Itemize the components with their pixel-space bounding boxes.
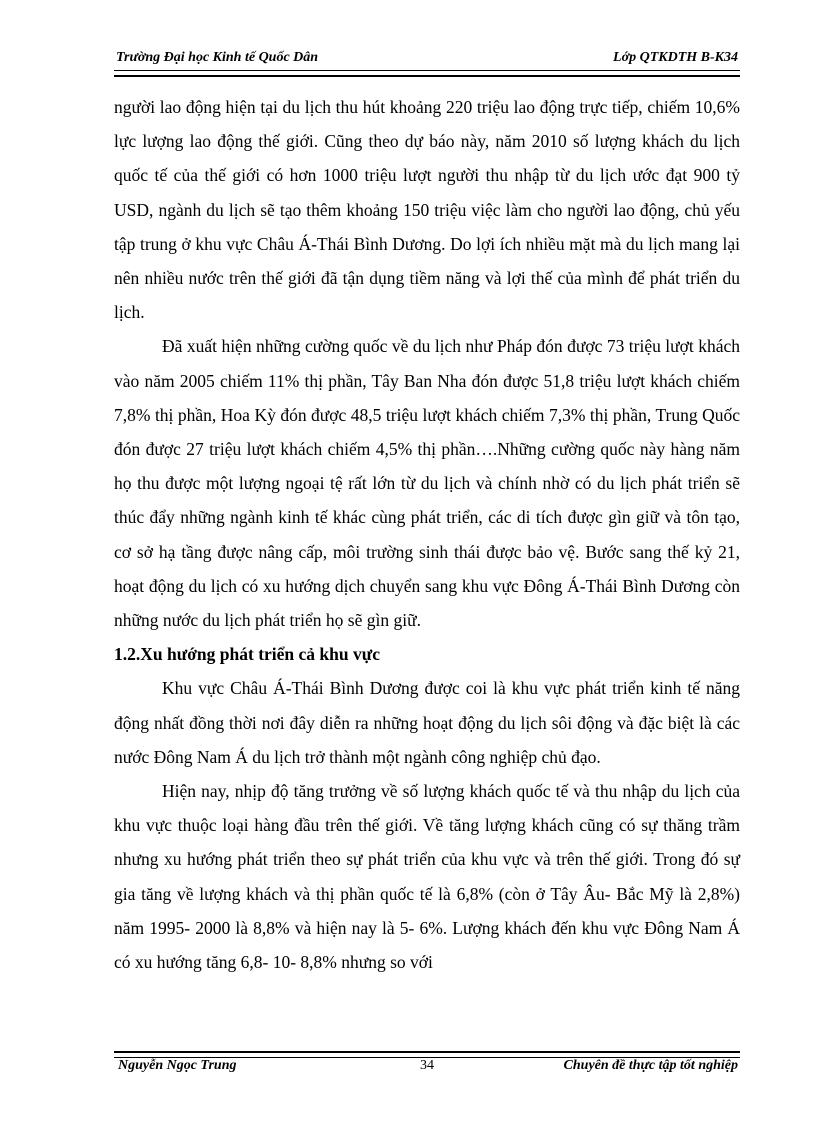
page-number: 34	[420, 1058, 434, 1073]
paragraph-tourism-powers: Đã xuất hiện những cường quốc về du lịch như Pháp đón được 73 triệu lượt khách vào năm 2005 chiếm 11% thị phần, Tây Ban Nha đón được 51,8 triệu lượt khách chiếm 7,8% thị phần, Hoa Kỳ đón được 48,5 triệu lượt khách chiếm 7,3% thị phần, Trung Quốc đón được 27 triệu lượt khách chiếm 4,5% thị phần….Những cường quốc này hàng năm họ thu được một lượng ngoại tệ rất lớn từ du lịch và chính nhờ có du lịch phát triển sẽ thúc đẩy những ngành kinh tế khác cùng phát triển, các di tích được gìn giữ và tôn tạo, cơ sở hạ tầng được nâng cấp, môi trường sinh thái được bảo vệ. Bước sang thế kỷ 21, hoạt động du lịch có xu hướng dịch chuyển sang khu vực Đông Á-Thái Bình Dương còn những nước du lịch phát triển họ sẽ gìn giữ.	[114, 336, 740, 631]
page-footer	[114, 1058, 740, 1078]
paragraph-continued: người lao động hiện tại du lịch thu hút khoảng 220 triệu lao động trực tiếp, chiếm 10,6% lực lượng lao động thế giới. Cũng theo dự báo này, năm 2010 số lượng khách du lịch quốc tế của thế giới có hơn 1000 triệu lượt người thu nhập từ du lịch ước đạt 900 tỷ USD, ngành du lịch sẽ tạo thêm khoảng 150 triệu việc làm cho người lao động, chủ yếu tập trung ở khu vực Châu Á-Thái Bình Dương. Do lợi ích nhiều mặt mà du lịch mang lại nên nhiều nước trên thế giới đã tận dụng tiềm năng và lợi thế của mình để phát triển du lịch.	[114, 97, 740, 323]
header-divider	[114, 70, 740, 77]
footer-divider	[114, 1051, 740, 1058]
section-heading: 1.2.Xu hướng phát triển cả khu vực	[114, 644, 381, 665]
footer-report-title: Chuyên đề thực tập tốt nghiệp	[563, 1058, 738, 1073]
page-body	[114, 90, 740, 979]
paragraph-asia-pacific: Khu vực Châu Á-Thái Bình Dương được coi là khu vực phát triển kinh tế năng động nhất đồng thời nơi đây diễn ra những hoạt động du lịch sôi động và đặc biệt là các nước Đông Nam Á du lịch trở thành một ngành công nghiệp chủ đạo.	[114, 678, 740, 767]
page-header	[114, 50, 740, 70]
paragraph-growth-rate: Hiện nay, nhịp độ tăng trưởng về số lượng khách quốc tế và thu nhập du lịch của khu vực thuộc loại hàng đầu trên thế giới. Về tăng lượng khách cũng có sự thăng trầm nhưng xu hướng phát triển theo sự phát triển của khu vực và trên thế giới. Trong đó sự gia tăng về lượng khách và thị phần quốc tế là 6,8% (còn ở Tây Âu- Bắc Mỹ là 2,8%) năm 1995- 2000 là 8,8% và hiện nay là 5- 6%. Lượng khách đến khu vực Đông Nam Á có xu hướng tăng 6,8- 10- 8,8% nhưng so với	[114, 781, 740, 973]
header-class: Lớp QTKDTH B-K34	[613, 50, 738, 65]
header-university: Trường Đại học Kinh tế Quốc Dân	[116, 50, 319, 65]
footer-author: Nguyễn Ngọc Trung	[118, 1058, 237, 1073]
